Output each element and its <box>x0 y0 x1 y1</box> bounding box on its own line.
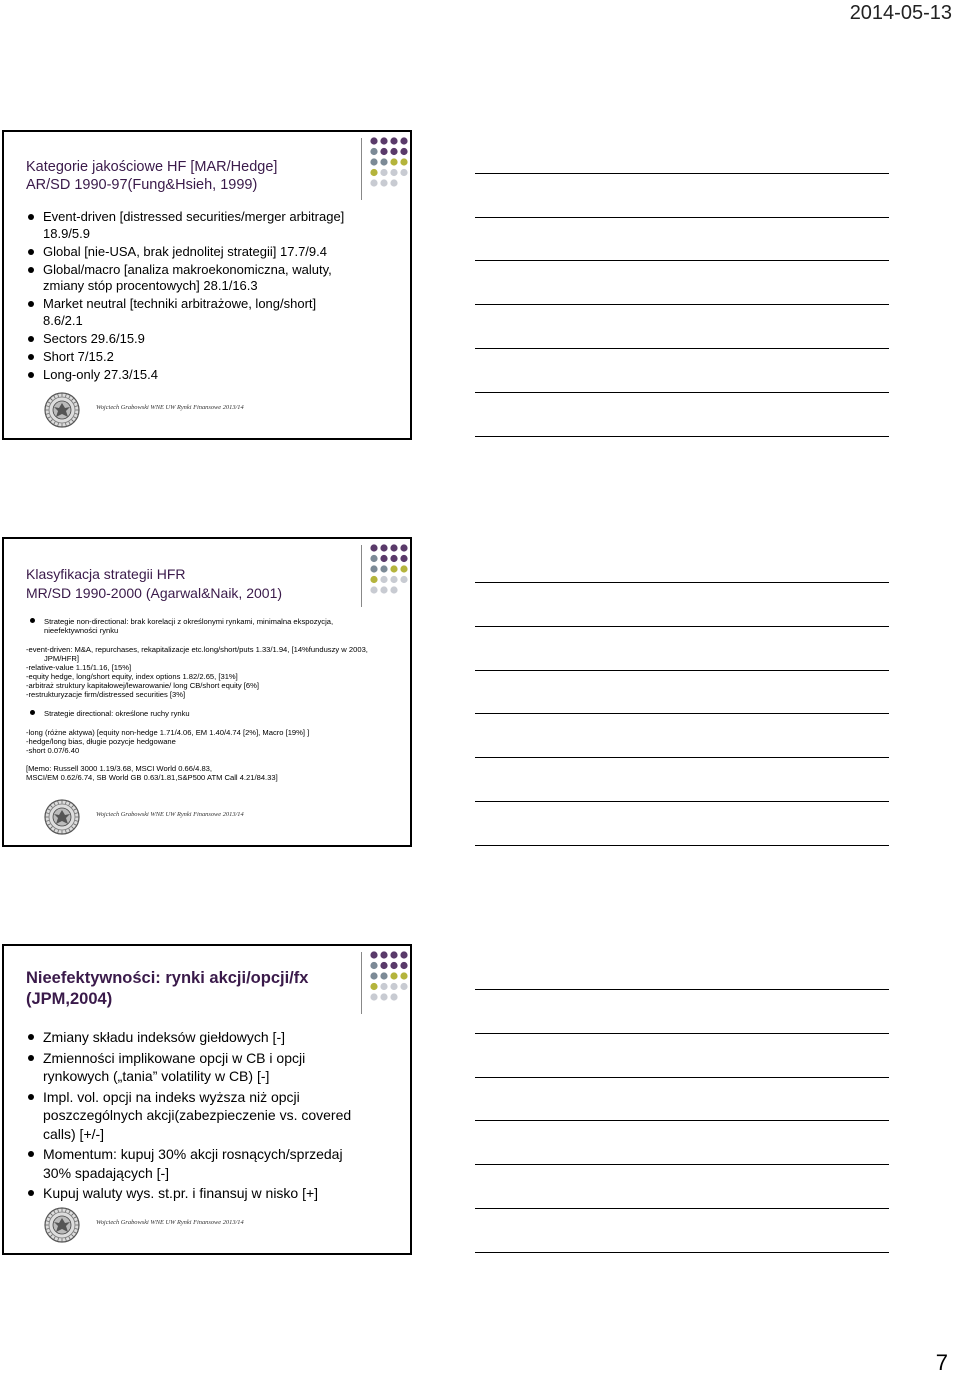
list-item: Zmienności implikowane opcji w CB i opcji rynkowych („tania” volatility w CB) [-] <box>24 1049 404 1086</box>
decorative-dot <box>370 169 377 176</box>
header-date: 2014-05-13 <box>849 2 952 24</box>
bullet-list <box>24 209 399 383</box>
university-seal-icon <box>44 1207 80 1243</box>
slide-title <box>26 158 277 194</box>
footer-text: Wojciech Grabowski WNE UW Rynki Finansowe 2013/14 <box>96 1219 244 1226</box>
note-line <box>475 1164 889 1165</box>
decorative-dot <box>400 962 407 969</box>
note-line <box>475 260 889 261</box>
decorative-dot <box>380 148 387 155</box>
decorative-dot <box>380 169 387 176</box>
decorative-dot <box>400 565 407 572</box>
note-line <box>475 845 889 846</box>
decorative-dot <box>400 148 407 155</box>
bullet-icon <box>28 336 34 342</box>
decorative-dot <box>400 158 407 165</box>
decorative-dot <box>390 555 397 562</box>
list-item: Kupuj waluty wys. st.pr. i finansuj w nisko [+] <box>24 1184 404 1203</box>
divider-line <box>361 138 362 200</box>
decorative-dot <box>370 951 377 958</box>
decorative-dot <box>390 586 397 593</box>
bullet-icon <box>28 1190 34 1196</box>
slide-3 <box>2 944 412 1255</box>
decorative-dot <box>390 544 397 551</box>
decorative-dot <box>400 169 407 176</box>
decorative-dot <box>390 962 397 969</box>
bullet-icon <box>30 618 35 623</box>
note-line <box>475 1077 889 1078</box>
decorative-dot <box>400 972 407 979</box>
decorative-dot-grid-icon <box>369 950 409 1006</box>
decorative-dot <box>380 983 387 990</box>
page-number: 7 <box>935 1350 948 1375</box>
slide-2 <box>2 537 412 847</box>
slide-title <box>26 968 308 1010</box>
divider-line <box>361 545 362 607</box>
note-line <box>475 173 889 174</box>
slide-title <box>26 565 282 603</box>
decorative-dot <box>370 137 377 144</box>
decorative-dot <box>370 179 377 186</box>
slide-footer <box>44 799 404 837</box>
decorative-dot <box>390 576 397 583</box>
decorative-dot <box>390 565 397 572</box>
decorative-dot <box>390 158 397 165</box>
decorative-dot-grid-icon <box>369 136 409 192</box>
list-item: Short 7/15.2 <box>24 349 399 366</box>
decorative-dot <box>390 993 397 1000</box>
bullet-icon <box>28 214 34 220</box>
slide-title-line: Nieefektywności: rynki akcji/opcji/fx <box>26 969 309 987</box>
note-line <box>475 1208 889 1209</box>
university-seal-icon <box>44 799 80 835</box>
decorative-dot <box>380 972 387 979</box>
list-item: Momentum: kupuj 30% akcji rosnących/sprzedaj 30% spadających [-] <box>24 1145 404 1182</box>
list-item: Global/macro [analiza makroekonomiczna, waluty, zmiany stóp procentowych] 28.1/16.3 <box>24 262 399 295</box>
decorative-dot <box>400 555 407 562</box>
bullet-icon <box>28 354 34 360</box>
bullet-icon <box>28 1034 34 1040</box>
decorative-dot <box>390 169 397 176</box>
decorative-dot <box>380 137 387 144</box>
note-line <box>475 304 889 305</box>
slide-title-line: MR/SD 1990-2000 (Agarwal&Naik, 2001) <box>26 585 283 601</box>
note-line <box>475 1033 889 1034</box>
bullet-icon <box>30 710 35 715</box>
note-line <box>475 757 889 758</box>
slide-title-line: Klasyfikacja strategii HFR <box>26 566 186 582</box>
list-item: Global [nie-USA, brak jednolitej strategii] 17.7/9.4 <box>24 244 399 261</box>
decorative-dot <box>380 586 387 593</box>
footer-text: Wojciech Grabowski WNE UW Rynki Finansowe 2013/14 <box>96 404 244 411</box>
decorative-dot <box>370 586 377 593</box>
decorative-dot <box>370 972 377 979</box>
list-item: Sectors 29.6/15.9 <box>24 331 399 348</box>
decorative-dot <box>380 951 387 958</box>
bullet-icon <box>28 301 34 307</box>
decorative-dot <box>390 179 397 186</box>
decorative-dot <box>390 983 397 990</box>
list-item: Long-only 27.3/15.4 <box>24 367 399 384</box>
bullet-icon <box>28 267 34 273</box>
decorative-dot <box>390 951 397 958</box>
list-item: Strategie directional: określone ruchy rynku <box>26 709 406 718</box>
list-item: Strategie non-directional: brak korelacji z określonymi rynkami, minimalna ekspozycja, nieefektywności rynku <box>26 617 406 635</box>
decorative-dot <box>380 544 387 551</box>
divider-line <box>361 952 362 1014</box>
slide-footer <box>44 392 404 430</box>
slide-title-line: Kategorie jakościowe HF [MAR/Hedge] <box>26 159 278 175</box>
decorative-dot <box>400 137 407 144</box>
list-item: Market neutral [techniki arbitrażowe, long/short] 8.6/2.1 <box>24 296 399 329</box>
decorative-dot <box>370 158 377 165</box>
note-line <box>475 989 889 990</box>
decorative-dot <box>390 148 397 155</box>
list-item: Impl. vol. opcji na indeks wyższa niż opcji poszczególnych akcji(zabezpieczenie vs. covered calls) [+/-] <box>24 1088 404 1144</box>
decorative-dot <box>380 555 387 562</box>
note-line <box>475 1252 889 1253</box>
decorative-dot <box>390 137 397 144</box>
decorative-dot <box>370 565 377 572</box>
decorative-dot <box>370 148 377 155</box>
note-line <box>475 436 889 437</box>
bullet-icon <box>28 1151 34 1157</box>
note-line <box>475 582 889 583</box>
footer-text: Wojciech Grabowski WNE UW Rynki Finansowe 2013/14 <box>96 811 244 818</box>
decorative-dot <box>380 179 387 186</box>
decorative-dot <box>400 576 407 583</box>
bullet-icon <box>28 1094 34 1100</box>
bullet-icon <box>28 1055 34 1061</box>
decorative-dot <box>380 565 387 572</box>
decorative-dot <box>390 972 397 979</box>
university-seal-icon <box>44 392 80 428</box>
bullet-list <box>24 1028 404 1203</box>
decorative-dot <box>370 544 377 551</box>
decorative-dot <box>370 993 377 1000</box>
decorative-dot <box>380 993 387 1000</box>
list-item: Event-driven [distressed securities/merger arbitrage] 18.9/5.9 <box>24 209 399 242</box>
note-line <box>475 392 889 393</box>
slide-footer <box>44 1207 404 1245</box>
note-line <box>475 1120 889 1121</box>
decorative-dot <box>400 983 407 990</box>
slide-body: Strategie non-directional: brak korelacji z określonymi rynkami, minimalna ekspozycja, nieefektywności rynku -event-driven: M&A, repurchases, rekapitalizacje etc.long/short/puts 1.33/1.94, [14%funduszy w 2003, JPM/HFR] -relative-value 1.15/1.16, [15%] -equity hedge, long/short equity, index options 1.82/2.65, [31%] -arbitraż struktury kapitałowej/lewarowanie/ long CB/short equity [6%] -restrukturyzacje firm/distressed securities [3%] Strategie directional: określone ruchy rynku -long (różne aktywa) [equity non-hedge 1.71/4.06, EM 1.40/4.74 [2%], Macro [19%] ] -hedge/long bias, długie pozycje hedgowane -short 0.07/6.40 [Memo: Russell 3000 1.19/3.68, MSCI World 0.66/4.83, MSCI/EM 0.62/6.74, SB World GB 0.63/1.81,S&P500 ATM Call 4.21/84.33] <box>26 617 406 782</box>
decorative-dot <box>370 555 377 562</box>
decorative-dot-grid-icon <box>369 543 409 599</box>
slide-1 <box>2 130 412 440</box>
note-line <box>475 670 889 671</box>
decorative-dot <box>400 544 407 551</box>
decorative-dot <box>370 962 377 969</box>
note-line <box>475 348 889 349</box>
note-line <box>475 217 889 218</box>
decorative-dot <box>380 158 387 165</box>
slide-title-line: AR/SD 1990-97(Fung&Hsieh, 1999) <box>26 177 258 193</box>
bullet-icon <box>28 372 34 378</box>
note-line <box>475 801 889 802</box>
decorative-dot <box>370 576 377 583</box>
note-line <box>475 626 889 627</box>
bullet-icon <box>28 249 34 255</box>
decorative-dot <box>370 983 377 990</box>
decorative-dot <box>380 576 387 583</box>
slide-title-line: (JPM,2004) <box>26 990 113 1008</box>
decorative-dot <box>400 951 407 958</box>
list-item: Zmiany składu indeksów giełdowych [-] <box>24 1028 404 1047</box>
decorative-dot <box>380 962 387 969</box>
note-line <box>475 713 889 714</box>
